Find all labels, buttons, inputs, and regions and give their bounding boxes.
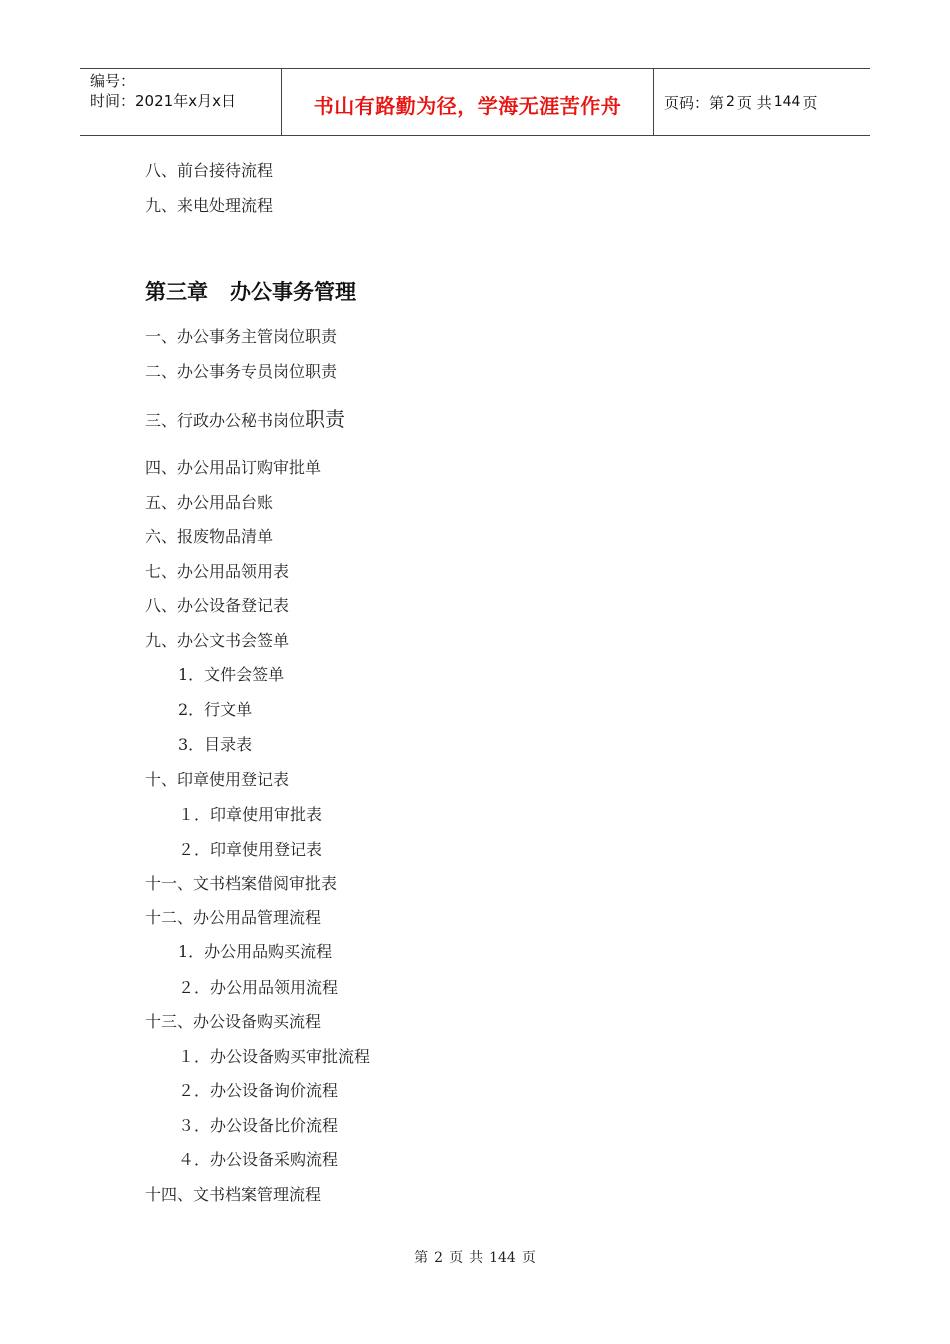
toc-item-text-large: 职责 bbox=[305, 407, 346, 431]
footer-total: 144 bbox=[489, 1250, 516, 1266]
chapter-heading bbox=[145, 276, 356, 306]
page-header bbox=[80, 68, 870, 136]
toc-item: 八、前台接待流程 bbox=[145, 161, 274, 180]
footer-text: 页 bbox=[449, 1250, 464, 1266]
toc-item: 十三、办公设备购买流程 bbox=[145, 1012, 322, 1031]
motto-text: 书山有路勤为径，学海无涯苦作舟 bbox=[313, 93, 622, 118]
chapter-title: 办公事务管理 bbox=[230, 280, 356, 304]
toc-subitem: ２．印章使用登记表 bbox=[178, 840, 323, 859]
toc-item: 六、报废物品清单 bbox=[145, 527, 274, 546]
toc-subitem: ２．办公设备询价流程 bbox=[178, 1081, 339, 1100]
toc-item: 二、办公事务专员岗位职责 bbox=[145, 362, 338, 381]
toc-item: 十、印章使用登记表 bbox=[145, 770, 290, 789]
page-mid: 页 共 bbox=[736, 93, 772, 112]
toc-item: 十二、办公用品管理流程 bbox=[145, 908, 322, 927]
toc-subitem: 1．办公用品购买流程 bbox=[178, 942, 333, 961]
toc-subitem: ２．办公用品领用流程 bbox=[178, 978, 339, 997]
toc-subitem: １．印章使用审批表 bbox=[178, 805, 323, 824]
toc-item: 一、办公事务主管岗位职责 bbox=[145, 327, 338, 346]
toc-item: 四、办公用品订购审批单 bbox=[145, 458, 322, 477]
toc-subitem: ４．办公设备采购流程 bbox=[178, 1150, 339, 1169]
time-value: 2021年x月x日 bbox=[135, 92, 236, 110]
number-label: 编号： bbox=[90, 72, 136, 90]
toc-item: 七、办公用品领用表 bbox=[145, 562, 290, 581]
footer-text: 页 bbox=[521, 1250, 536, 1266]
toc-item-text: 三、行政办公秘书岗位 bbox=[145, 411, 306, 430]
toc-item: 九、办公文书会签单 bbox=[145, 631, 290, 650]
toc-subitem: 2．行文单 bbox=[178, 700, 253, 719]
footer-text: 第 bbox=[414, 1250, 429, 1266]
header-motto-cell bbox=[282, 69, 654, 135]
page-footer bbox=[0, 1247, 950, 1267]
toc-subitem: 3．目录表 bbox=[178, 735, 253, 754]
chapter-number: 第三章 bbox=[145, 280, 208, 304]
page-label: 页码：第 bbox=[664, 93, 725, 112]
time-label: 时间： bbox=[90, 92, 136, 110]
page-end: 页 bbox=[802, 93, 818, 112]
page-current: 2 bbox=[726, 94, 735, 110]
footer-text: 共 bbox=[469, 1250, 484, 1266]
toc-item: 八、办公设备登记表 bbox=[145, 596, 290, 615]
header-meta bbox=[80, 69, 282, 135]
header-page-info bbox=[654, 69, 870, 135]
toc-subitem: 1．文件会签单 bbox=[178, 665, 285, 684]
time-line bbox=[90, 91, 281, 111]
footer-current: 2 bbox=[434, 1250, 444, 1266]
toc-subitem: ３．办公设备比价流程 bbox=[178, 1116, 339, 1135]
toc-item: 十四、文书档案管理流程 bbox=[145, 1185, 322, 1204]
page-total: 144 bbox=[773, 94, 801, 110]
toc-subitem: １．办公设备购买审批流程 bbox=[178, 1047, 371, 1066]
toc-item bbox=[145, 409, 345, 431]
toc-item: 十一、文书档案借阅审批表 bbox=[145, 874, 338, 893]
toc-item: 五、办公用品台账 bbox=[145, 493, 274, 512]
toc-item: 九、来电处理流程 bbox=[145, 196, 274, 215]
